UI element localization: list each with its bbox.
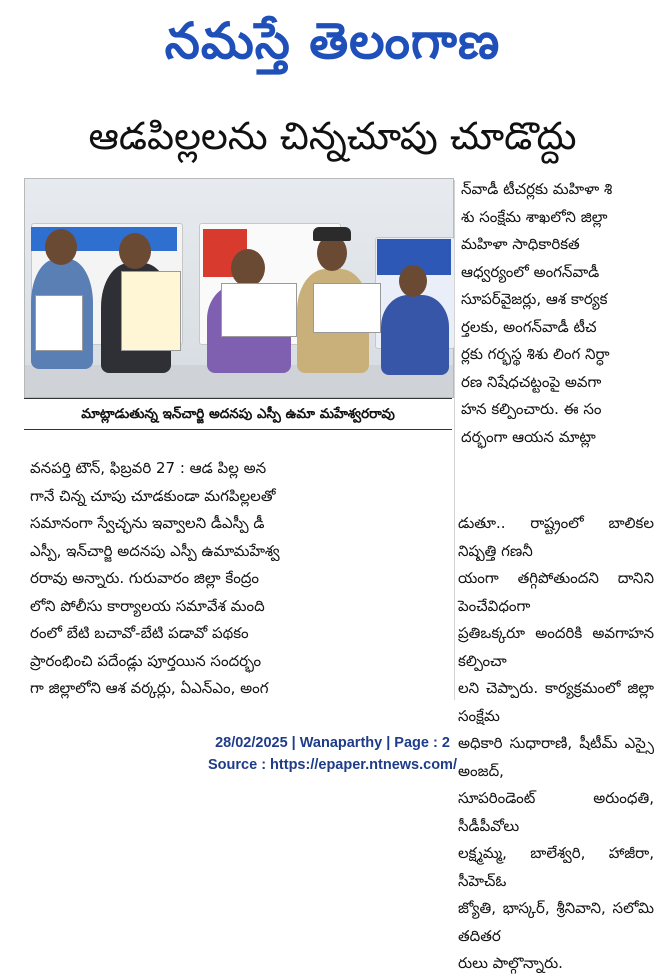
police-cap <box>313 227 351 241</box>
article-column-right-bottom: డుతూ.. రాష్ట్రంలో బాలికల నిష్పత్తి గణనీ యంగా తగ్గిపోతుందని దానిని పెంచేవిధంగా ప్రతిఒక్కరూ అందరికి అవగాహన కల్పించా లని చెప్పారు. కార్యక్రమంలో జిల్లా సంక్షేమ అధికారి సుధారాణి, షీటీమ్ ఎస్సై అంజద్, సూపరిండెంట్ అరుంధతి, సీడీపీవోలు లక్ష్మమ్మ, బాలేశ్వరి, హాజీరా, సీహెచ్‌ఓ జ్యోతి, భాస్కర్, శ్రీనివాని, సలోమి తదితర రులు పాల్గొన్నారు. <box>458 514 654 972</box>
article-column-right-top: న్‌వాడీ టీచర్లకు మహిళా శి శు సంక్షేమ శాఖలోని జిల్లా మహిళా సాధికారికత ఆధ్వర్యంలో అంగన్‌వాడీ సూపర్‌వైజర్లు, ఆశ కార్యక ర్తలకు, అంగన్‌వాడీ టీచ ర్లకు గర్భస్థ శిశు లింగ నిర్ధా రణ నిషేధచట్టంపై అవగా హన కల్పించారు. ఈ సం దర్భంగా ఆయన మాట్లా <box>461 180 613 446</box>
article-photo <box>24 178 454 398</box>
column-divider <box>454 180 455 700</box>
held-poster-1 <box>121 271 181 351</box>
photo-person-1-head <box>45 229 77 265</box>
footer-date-edition: 28/02/2025 | Wanaparthy | Page : 2 <box>215 735 450 751</box>
newspaper-masthead: నమస్తే తెలంగాణ <box>164 12 501 70</box>
held-poster-2 <box>221 283 297 337</box>
photo-person-3-head <box>231 249 265 287</box>
page-footer <box>0 732 665 776</box>
photo-caption: మాట్లాడుతున్న ఇన్‌చార్జి అదనపు ఎస్పీ ఉమా మహేశ్వరరావు <box>24 398 452 430</box>
held-poster-3 <box>313 283 381 333</box>
held-poster-4 <box>35 295 83 351</box>
photo-person-5-head <box>399 265 427 297</box>
footer-source-link[interactable]: Source : https://epaper.ntnews.com/ <box>208 757 457 773</box>
photo-person-5 <box>381 295 449 375</box>
article-headline: ఆడపిల్లలను చిన్నచూపు చూడొద్దు <box>88 114 577 158</box>
article-column-left: వనపర్తి టౌన్, ఫిబ్రవరి 27 : ఆడ పిల్ల అన గానే చిన్న చూపు చూడకుండా మగపిల్లలతో సమానంగా స్వేచ్ఛను ఇవ్వాలని డీఎస్పీ డీ ఎస్పీ, ఇన్‌చార్జి అదనపు ఎస్పీ ఉమామహేశ్వ రరావు అన్నారు. గురువారం జిల్లా కేంద్రం లోని పోలీసు కార్యాలయ సమావేశ మంది రంలో బేటి బచావో-బేటి పడావో పథకం ప్రారంభించి పదేండ్లు పూర్తయిన సందర్భం గా జిల్లాలోని ఆశ వర్కర్లు, ఏఎన్‌ఎం, అంగ <box>30 459 280 697</box>
photo-person-2-head <box>119 233 151 269</box>
